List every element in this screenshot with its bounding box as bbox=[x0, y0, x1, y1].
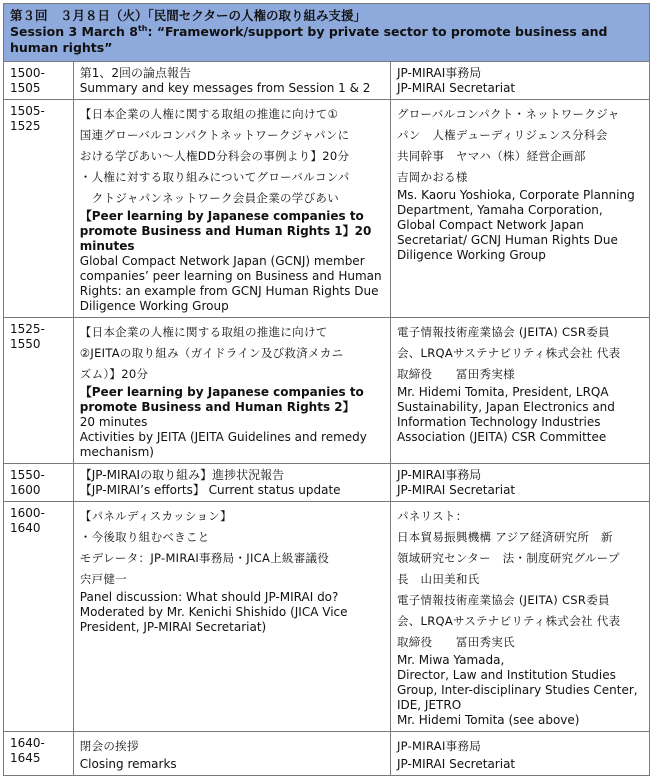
speaker-jp: JP-MIRAI事務局 bbox=[396, 66, 482, 80]
speaker-cell bbox=[390, 62, 649, 100]
speaker-en: JP-MIRAI Secretariat bbox=[396, 81, 516, 95]
speaker-en-title: Director, Law and Institution Studies Group, Inter-disciplinary Studies Center, IDE, JETRO bbox=[396, 668, 638, 712]
time-end: 1640 bbox=[10, 521, 41, 535]
session-title-jp: 第３回 ３月８日（火）「民間セクターの人権の取り組み支援」 bbox=[10, 8, 367, 23]
program-jp-line: モデレータ：JP-MIRAI事務局・JICA上級審議役 bbox=[79, 551, 330, 565]
session-header-row bbox=[4, 4, 650, 62]
program-en-title: 【Peer learning by Japanese companies to promote Business and Human Rights 2】 bbox=[79, 385, 364, 414]
session-title-en: Session 3 March 8th: “Framework/support by private sector to promote business and human rights” bbox=[10, 23, 608, 55]
time-start: 1525- bbox=[10, 322, 45, 336]
program-jp-line: ・今後取り組むべきこと bbox=[79, 530, 210, 544]
program-jp-line: 【パネルディスカッション】 bbox=[79, 509, 232, 523]
speaker-jp: JP-MIRAI事務局 bbox=[396, 739, 482, 753]
program-cell bbox=[73, 318, 390, 464]
agenda-row bbox=[4, 62, 650, 100]
speaker-en: JP-MIRAI Secretariat bbox=[396, 483, 516, 497]
agenda-row bbox=[4, 318, 650, 464]
time-end: 1505 bbox=[10, 81, 41, 95]
speaker-jp-line: 会、LRQAサステナビリティ株式会社 代表 bbox=[396, 346, 621, 360]
time-cell bbox=[4, 732, 74, 776]
program-jp-line: 【日本企業の人権に関する取組の推進に向けて① bbox=[79, 107, 339, 121]
time-end: 1645 bbox=[10, 751, 41, 765]
speaker-jp-block bbox=[397, 506, 643, 653]
program-en-title: 【Peer learning by Japanese companies to promote Business and Human Rights 1】20 minutes bbox=[79, 209, 372, 253]
speaker-jp-block bbox=[397, 322, 643, 385]
time-start: 1640- bbox=[10, 736, 45, 750]
speaker-cell bbox=[390, 464, 649, 502]
program-cell bbox=[73, 464, 390, 502]
agenda-table bbox=[3, 3, 650, 776]
time-cell bbox=[4, 502, 74, 732]
time-start: 1505- bbox=[10, 104, 45, 118]
program-cell bbox=[73, 100, 390, 318]
speaker-jp-line: 長 山田美和氏 bbox=[396, 572, 480, 586]
agenda-row bbox=[4, 502, 650, 732]
speaker-jp-line: 共同幹事 ヤマハ（株）経営企画部 bbox=[396, 149, 586, 163]
program-cell bbox=[73, 62, 390, 100]
speaker-jp-line: 吉岡かおる様 bbox=[396, 170, 468, 184]
speaker-jp-line: グローバルコンパクト・ネットワークジャ bbox=[396, 107, 620, 121]
speaker-cell bbox=[390, 732, 649, 776]
program-jp-line: 宍戸健一 bbox=[79, 572, 127, 586]
speaker-en: Ms. Kaoru Yoshioka, Corporate Planning Department, Yamaha Corporation, Global Compact Network Japan Secretariat/ GCNJ Human Rights Due Diligence Working Group bbox=[396, 188, 635, 262]
agenda-row bbox=[4, 464, 650, 502]
program-jp-block bbox=[80, 104, 384, 209]
program-en: Closing remarks bbox=[79, 757, 177, 771]
speaker-en-name: Mr. Hidemi Tomita (see above) bbox=[396, 713, 580, 727]
program-jp-line: ・人権に対する取り組みについてグローバルコンパ bbox=[79, 170, 350, 184]
speaker-jp: JP-MIRAI事務局 bbox=[396, 468, 482, 482]
time-start: 1600- bbox=[10, 506, 45, 520]
speaker-jp-line: パン 人権デューディリジェンス分科会 bbox=[396, 128, 608, 142]
time-start: 1500- bbox=[10, 66, 45, 80]
agenda-row bbox=[4, 100, 650, 318]
speaker-jp-line: パネリスト： bbox=[396, 509, 468, 523]
program-jp-block bbox=[80, 322, 384, 385]
program-jp: 第1、2回の論点報告 bbox=[79, 66, 192, 80]
speaker-jp-line: 取締役 冨田秀実様 bbox=[396, 367, 515, 381]
program-cell bbox=[73, 732, 390, 776]
time-end: 1525 bbox=[10, 119, 41, 133]
time-cell bbox=[4, 62, 74, 100]
time-end: 1550 bbox=[10, 337, 41, 351]
program-jp-line: ズム）】20分 bbox=[79, 367, 149, 381]
speaker-jp-line: 領域研究センター 法・制度研究グループ bbox=[396, 551, 620, 565]
program-jp-line: クトジャパンネットワーク会員企業の学びあい bbox=[91, 191, 339, 205]
program-en: Panel discussion: What should JP-MIRAI do? Moderated by Mr. Kenichi Shishido (JICA Vice President, JP-MIRAI Secretariat) bbox=[79, 590, 348, 634]
agenda-row bbox=[4, 732, 650, 776]
program-en-desc: Activities by JEITA (JEITA Guidelines and remedy mechanism) bbox=[79, 430, 367, 459]
program-jp-line: ②JEITAの取り組み（ガイドライン及び救済メカニ bbox=[79, 346, 344, 360]
speaker-en-name: Mr. Miwa Yamada, bbox=[396, 653, 505, 667]
time-cell bbox=[4, 318, 74, 464]
program-jp: 【JP-MIRAIの取り組み】進捗状況報告 bbox=[79, 468, 285, 482]
speaker-jp-line: 取締役 冨田秀実氏 bbox=[396, 635, 515, 649]
speaker-cell bbox=[390, 502, 649, 732]
time-start: 1550- bbox=[10, 468, 45, 482]
agenda-sheet bbox=[3, 3, 650, 776]
speaker-jp-line: 会、LRQAサステナビリティ株式会社 代表 bbox=[396, 614, 621, 628]
speaker-jp-block bbox=[397, 104, 643, 188]
program-jp-line: 国連グローバルコンパクトネットワークジャパンに bbox=[79, 128, 350, 142]
time-end: 1600 bbox=[10, 483, 41, 497]
time-cell bbox=[4, 100, 74, 318]
speaker-jp-line: 電子情報技術産業協会 (JEITA) CSR委員 bbox=[396, 325, 610, 339]
program-en-duration: 20 minutes bbox=[79, 415, 148, 429]
program-en: Summary and key messages from Session 1 & 2 bbox=[79, 81, 371, 95]
program-en: 【JP-MIRAI’s efforts】 Current status update bbox=[79, 483, 341, 497]
program-jp-block bbox=[80, 506, 384, 590]
speaker-jp-line: 電子情報技術産業協会 (JEITA) CSR委員 bbox=[396, 593, 610, 607]
program-cell bbox=[73, 502, 390, 732]
speaker-en: Mr. Hidemi Tomita, President, LRQA Sustainability, Japan Electronics and Information Technology Industries Association (JEITA) CSR Committee bbox=[396, 385, 615, 444]
program-jp-line: 【日本企業の人権に関する取組の推進に向けて bbox=[79, 325, 328, 339]
speaker-cell bbox=[390, 100, 649, 318]
speaker-jp-line: 日本貿易振興機構 アジア経済研究所 新 bbox=[396, 530, 613, 544]
program-en-desc: Global Compact Network Japan (GCNJ) member companies’ peer learning on Business and Human Rights: an example from GCNJ Human Rights Due Diligence Working Group bbox=[79, 254, 382, 313]
time-cell bbox=[4, 464, 74, 502]
speaker-en: JP-MIRAI Secretariat bbox=[396, 757, 516, 771]
speaker-cell bbox=[390, 318, 649, 464]
program-jp-line: おける学びあい～人権DD分科会の事例より】20分 bbox=[79, 149, 350, 163]
session-header-cell bbox=[4, 4, 650, 62]
program-jp: 閉会の挨拶 bbox=[79, 739, 139, 753]
